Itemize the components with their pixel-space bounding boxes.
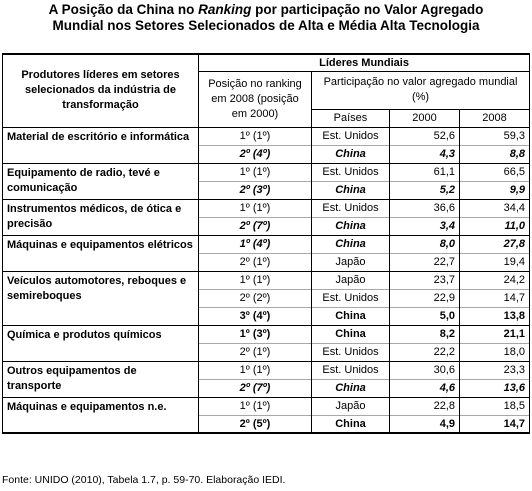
rank-cell: 2º (5º) [199, 415, 312, 433]
value-2008-cell: 8,8 [460, 145, 530, 163]
header-2000: 2000 [390, 109, 460, 127]
title-line-2: Mundial nos Setores Selecionados de Alta e Média Alta Tecnologia [52, 18, 480, 33]
sector-name: Máquinas e equipamentos elétricos [3, 235, 199, 271]
value-2008-cell: 27,8 [460, 235, 530, 253]
rank-cell: 1º (1º) [199, 361, 312, 379]
country-cell: China [312, 415, 390, 433]
country-cell: China [312, 325, 390, 343]
country-cell: China [312, 181, 390, 199]
value-2000-cell: 52,6 [390, 127, 460, 145]
title-line-1: A Posição da China no Ranking por participação no Valor Agregado [48, 2, 484, 17]
header-world-leaders: Líderes Mundiais [199, 54, 530, 71]
value-2000-cell: 61,1 [390, 163, 460, 181]
header-producers: Produtores líderes em setores selecionados da indústria de transformação [3, 54, 199, 127]
table-row [3, 127, 530, 145]
value-2008-cell: 11,0 [460, 217, 530, 235]
sector-name: Química e produtos químicos [3, 325, 199, 361]
country-cell: Est. Unidos [312, 289, 390, 307]
rank-cell: 2º (1º) [199, 253, 312, 271]
table-row [3, 397, 530, 415]
value-2000-cell: 36,6 [390, 199, 460, 217]
value-2008-cell: 14,7 [460, 415, 530, 433]
value-2008-cell: 59,3 [460, 127, 530, 145]
table-row [3, 271, 530, 289]
country-cell: Est. Unidos [312, 361, 390, 379]
country-cell: China [312, 307, 390, 325]
table-row [3, 163, 530, 181]
value-2000-cell: 3,4 [390, 217, 460, 235]
table-row [3, 361, 530, 379]
value-2000-cell: 22,8 [390, 397, 460, 415]
value-2000-cell: 5,2 [390, 181, 460, 199]
rank-cell: 1º (4º) [199, 235, 312, 253]
value-2000-cell: 5,0 [390, 307, 460, 325]
value-2008-cell: 21,1 [460, 325, 530, 343]
country-cell: Japão [312, 271, 390, 289]
table-row [3, 235, 530, 253]
value-2008-cell: 9,9 [460, 181, 530, 199]
rank-cell: 2º (3º) [199, 181, 312, 199]
header-2008: 2008 [460, 109, 530, 127]
country-cell: Japão [312, 253, 390, 271]
sector-name: Veículos automotores, reboques e semireboques [3, 271, 199, 325]
country-cell: Est. Unidos [312, 343, 390, 361]
value-2008-cell: 14,7 [460, 289, 530, 307]
value-2008-cell: 19,4 [460, 253, 530, 271]
rank-cell: 1º (1º) [199, 199, 312, 217]
value-2000-cell: 8,0 [390, 235, 460, 253]
value-2008-cell: 18,0 [460, 343, 530, 361]
sector-name: Material de escritório e informática [3, 127, 199, 163]
rank-cell: 1º (1º) [199, 271, 312, 289]
value-2008-cell: 66,5 [460, 163, 530, 181]
table-title [0, 2, 532, 34]
header-ranking: Posição no ranking em 2008 (posição em 2000) [199, 71, 312, 127]
value-2000-cell: 4,9 [390, 415, 460, 433]
rank-cell: 2º (2º) [199, 289, 312, 307]
header-participation: Participação no valor agregado mundial (%) [312, 71, 530, 109]
value-2000-cell: 22,7 [390, 253, 460, 271]
country-cell: China [312, 217, 390, 235]
value-2000-cell: 22,9 [390, 289, 460, 307]
value-2008-cell: 34,4 [460, 199, 530, 217]
rank-cell: 2º (4º) [199, 145, 312, 163]
rank-cell: 1º (3º) [199, 325, 312, 343]
country-cell: China [312, 235, 390, 253]
country-cell: China [312, 145, 390, 163]
value-2000-cell: 22,2 [390, 343, 460, 361]
country-cell: Est. Unidos [312, 127, 390, 145]
value-2008-cell: 13,8 [460, 307, 530, 325]
rank-cell: 1º (1º) [199, 127, 312, 145]
country-cell: Est. Unidos [312, 163, 390, 181]
rank-cell: 2º (7º) [199, 379, 312, 397]
sector-name: Equipamento de radio, tevé e comunicação [3, 163, 199, 199]
value-2008-cell: 24,2 [460, 271, 530, 289]
sector-name: Instrumentos médicos, de ótica e precisão [3, 199, 199, 235]
table-row [3, 199, 530, 217]
header-countries: Países [312, 109, 390, 127]
value-2008-cell: 13,6 [460, 379, 530, 397]
country-cell: Japão [312, 397, 390, 415]
value-2000-cell: 23,7 [390, 271, 460, 289]
rank-cell: 1º (1º) [199, 397, 312, 415]
value-2000-cell: 30,6 [390, 361, 460, 379]
table-row [3, 325, 530, 343]
value-2008-cell: 23,3 [460, 361, 530, 379]
sector-name: Máquinas e equipamentos n.e. [3, 397, 199, 433]
country-cell: China [312, 379, 390, 397]
value-2000-cell: 4,3 [390, 145, 460, 163]
value-2000-cell: 8,2 [390, 325, 460, 343]
rank-cell: 2º (1º) [199, 343, 312, 361]
sector-name: Outros equipamentos de transporte [3, 361, 199, 397]
rank-cell: 2º (7º) [199, 217, 312, 235]
country-cell: Est. Unidos [312, 199, 390, 217]
value-2000-cell: 4,6 [390, 379, 460, 397]
ranking-table [2, 53, 530, 434]
value-2008-cell: 18,5 [460, 397, 530, 415]
source-note: Fonte: UNIDO (2010), Tabela 1.7, p. 59-70. Elaboração IEDI. [2, 474, 286, 486]
rank-cell: 3º (4º) [199, 307, 312, 325]
rank-cell: 1º (1º) [199, 163, 312, 181]
